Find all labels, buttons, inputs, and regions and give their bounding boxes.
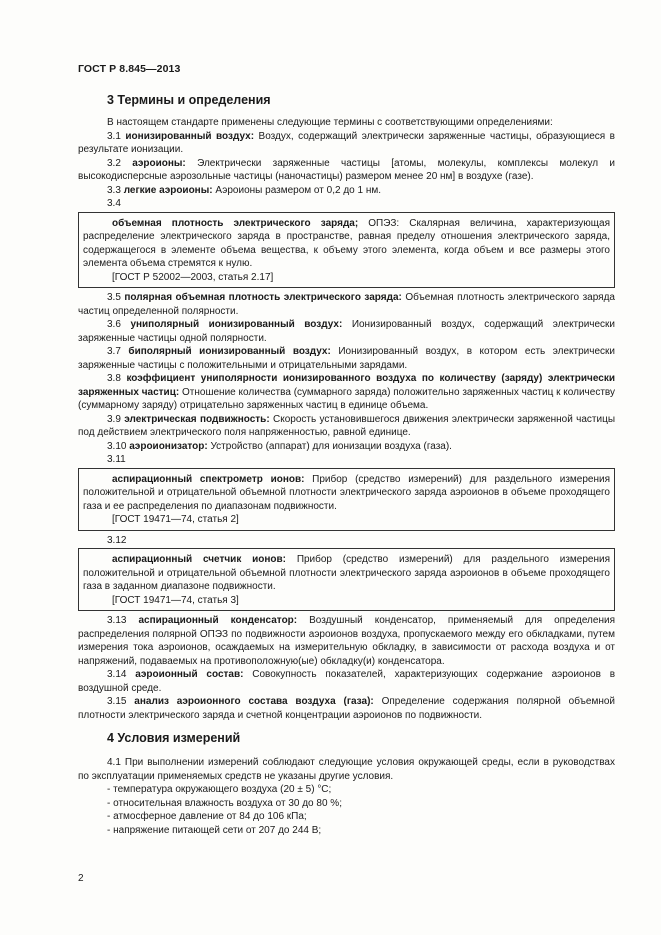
term-3-4-source: [ГОСТ Р 52002—2003, статья 2.17] bbox=[112, 271, 274, 283]
term-3-2: 3.2 аэроионы: Электрически заряженные частицы [атомы, молекулы, комплексы молекул и высокодисперсные аэрозольные частицы (наночастицы) размером менее 20 нм] в воздухе (газе). bbox=[78, 157, 616, 182]
document-header: ГОСТ Р 8.845—2013 bbox=[78, 63, 181, 75]
term-3-7: 3.7 биполярный ионизированный воздух: Ионизированный воздух, в котором есть электрически заряженные частицы с положительными и отрицательными зарядами. bbox=[78, 346, 616, 371]
term-3-4: объемная плотность электрического заряда; ОПЭЗ: Скалярная величина, характеризующая распределение электрического заряда в пространстве, равная пределу отношения электрического заряда, содержащегося в элементе объема вещества, к объему этого элемента, когда объем и все размеры этого элемента объема стремятся к нулю. bbox=[83, 217, 610, 269]
section-4-body bbox=[78, 756, 615, 837]
term-3-12: аспирационный счетчик ионов: Прибор (средство измерений) для раздельного измерения положительной и отрицательной объемной плотности электрического заряда аэроионов в объеме проходящего газа в заданном диапазоне подвижности. bbox=[83, 554, 611, 592]
term-3-11-source: [ГОСТ 19471—74, статья 2] bbox=[112, 514, 239, 525]
term-3-10: 3.10 аэроионизатор: Устройство (аппарат) для ионизации воздуха (газа). bbox=[107, 440, 452, 452]
term-3-12-number: 3.12 bbox=[107, 534, 127, 546]
section-3-title: 3 Термины и определения bbox=[107, 93, 271, 107]
section-3-body bbox=[78, 116, 615, 722]
term-3-11: аспирационный спектрометр ионов: Прибор (средство измерений) для раздельного измерения положительной и отрицательной объемной плотности электрического заряда аэроионов в объеме проходящего газа и ее распределения по диапазонам подвижности. bbox=[83, 473, 610, 512]
term-3-8: 3.8 коэффициент униполярности ионизированного воздуха по количеству (заряду) электрически заряженных частиц: Отношение количества (суммарного заряда) положительно заряженных частиц к количеству (суммарному заряду) отрицательно заряженных частиц в единице объема. bbox=[78, 373, 616, 411]
term-3-6: 3.6 униполярный ионизированный воздух: Ионизированный воздух, содержащий электрически заряженные частицы одной полярности. bbox=[78, 319, 616, 344]
term-3-3: 3.3 легкие аэроионы: Аэроионы размером от 0,2 до 1 нм. bbox=[107, 184, 382, 196]
term-3-11-number: 3.11 bbox=[107, 454, 126, 465]
section-3-intro: В настоящем стандарте применены следующие термины с соответствующими определениями: bbox=[107, 117, 553, 128]
term-3-11-box bbox=[78, 468, 615, 531]
condition-item: - напряжение питающей сети от 207 до 244 В; bbox=[107, 824, 322, 836]
term-3-9: 3.9 электрическая подвижность: Скорость установившегося движения электрически заряженной частицы под действием электрического поля напряженностью, равной единице. bbox=[78, 413, 616, 438]
term-3-4-number: 3.4 bbox=[107, 198, 121, 209]
term-3-15: 3.15 анализ аэроионного состава воздуха (газа): Определение содержания полярной объемной плотности электрического заряда и счетной концентрации аэроионов по подвижности. bbox=[78, 696, 615, 721]
term-3-5: 3.5 полярная объемная плотность электрического заряда: Объемная плотность электрического заряда частиц определенной полярности. bbox=[78, 292, 615, 317]
term-3-12-source: [ГОСТ 19471—74, статья 3] bbox=[112, 594, 239, 606]
term-3-13: 3.13 аспирационный конденсатор: Воздушный конденсатор, применяемый для определения распределения полярной ОПЭЗ по подвижности аэроионов воздуха, пропускаемого между его обкладками, путем измерения тока аэроионов, осаждаемых на измерительную обкладку, в зависимости от расхода воздуха и от напряжений, подаваемых на противоположную(ые) обкладку(и) конденсатора. bbox=[78, 615, 615, 667]
condition-item: - относительная влажность воздуха от 30 до 80 %; bbox=[107, 797, 342, 809]
term-3-4-box bbox=[78, 212, 615, 289]
section-4-title: 4 Условия измерений bbox=[107, 731, 241, 745]
term-3-14: 3.14 аэроионный состав: Совокупность показателей, характеризующих содержание аэроионов в воздушной среде. bbox=[78, 669, 616, 694]
term-3-12-box bbox=[78, 548, 615, 611]
section-4-intro: 4.1 При выполнении измерений соблюдают следующие условия окружающей среды, если в руководствах по эксплуатации применяемых средств не указаны другие условия. bbox=[78, 757, 615, 782]
condition-item: - атмосферное давление от 84 до 106 кПа; bbox=[107, 811, 307, 822]
condition-item: - температура окружающего воздуха (20 ± 5) °С; bbox=[107, 784, 332, 795]
term-3-1: 3.1 ионизированный воздух: Воздух, содержащий электрически заряженные частицы, образующиеся в результате ионизации. bbox=[78, 130, 615, 155]
page-number: 2 bbox=[78, 873, 84, 884]
